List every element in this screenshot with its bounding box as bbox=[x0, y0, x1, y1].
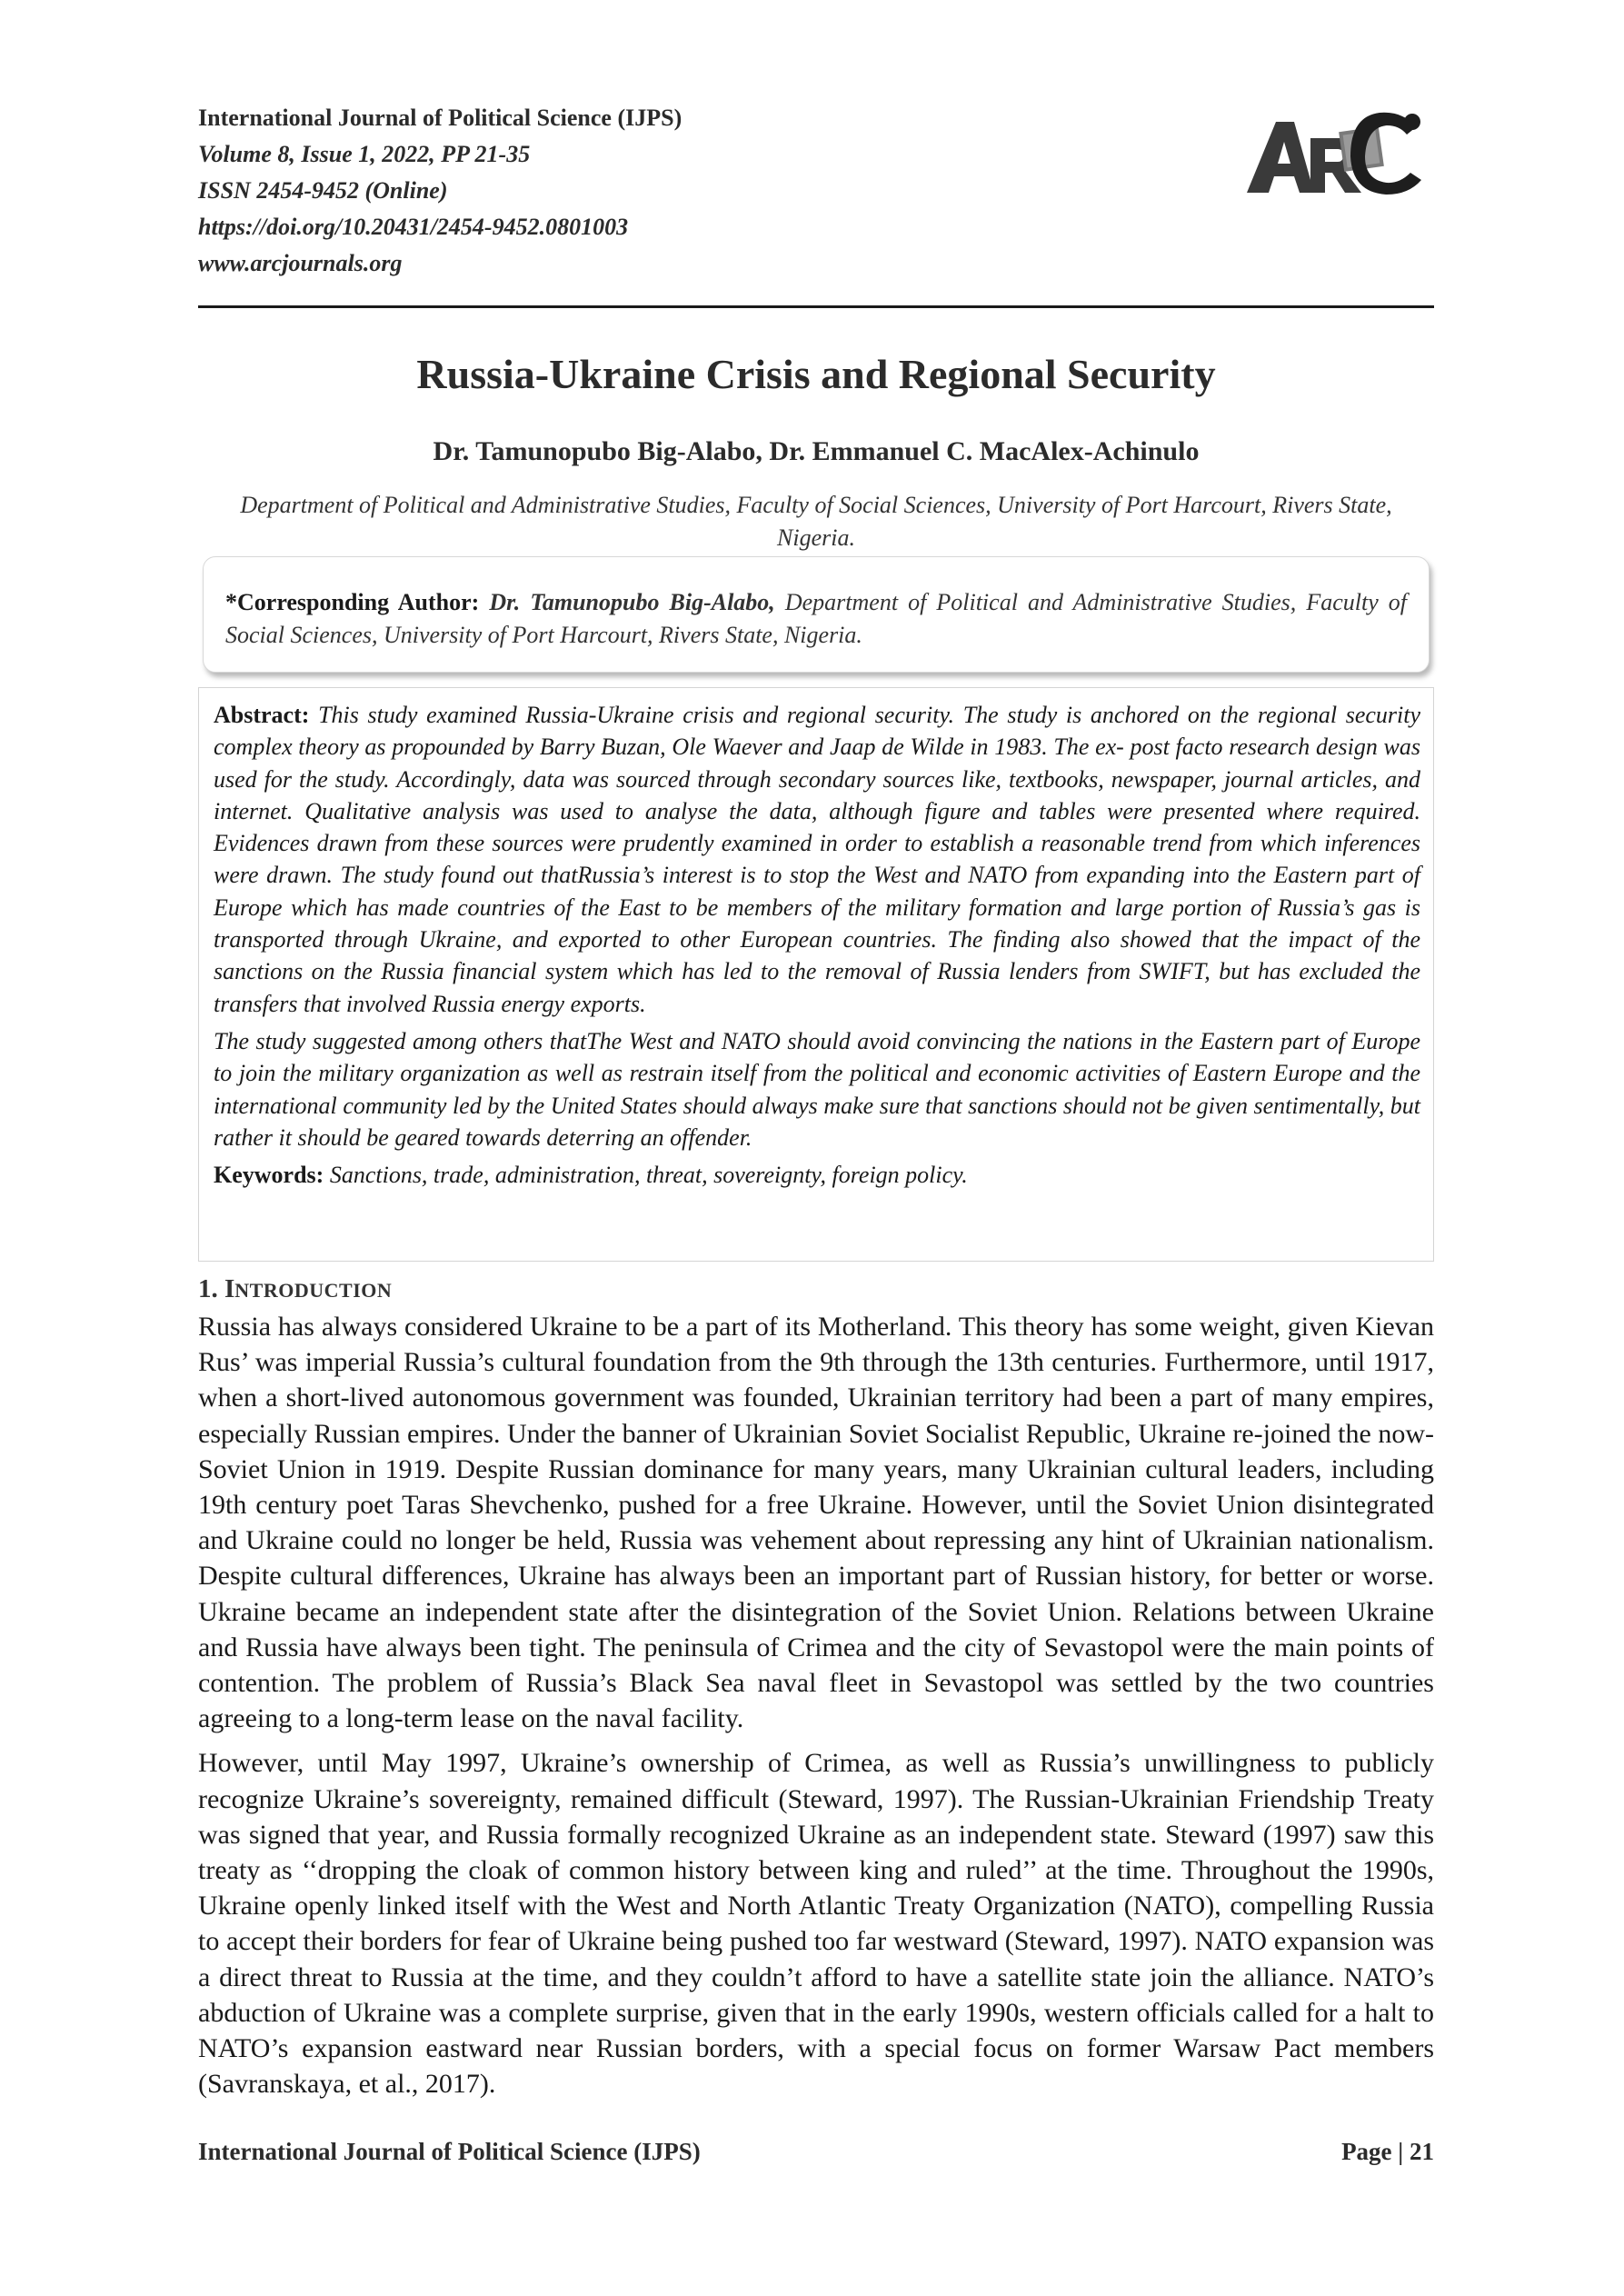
volume-info: Volume 8, Issue 1, 2022, PP 21-35 bbox=[198, 141, 531, 167]
keywords-label: Keywords: bbox=[214, 1162, 324, 1189]
abstract-text-1: This study examined Russia-Ukraine crisis and regional security. The study is anchored on the regional security complex theory as propounded by Barry Buzan, Ole Waever and Jaap de Wilde in 1983. The ex- post facto research design was used for the study. Accordingly, data was sourced through secondary sources like, textbooks, newspaper, journal articles, and internet. Qualitative analysis was used to analyse the data, although figure and tables were presented where required. Evidences drawn from these sources were prudently examined in order to establish a reasonable trend from which inferences were drawn. The study found out thatRussia’s interest is to stop the West and NATO from expanding into the Eastern part of Europe which has made countries of the East to be members of the military formation and large portion of Russia’s gas is transported through Ukraine, and exported to other European countries. The finding also showed that the impact of the sanctions on the Russia financial system which has led to the removal of Russia lenders from SWIFT, but has excluded the transfers that involved Russia energy exports. bbox=[214, 702, 1420, 1017]
corresponding-name: Dr. Tamunopubo Big-Alabo, bbox=[489, 589, 775, 615]
body-paragraph-1: Russia has always considered Ukraine to be a part of its Motherland. This theory has some weight, given Kievan Rus’ was imperial Russia’s cultural foundation from the 9th through the 13th centuries. Furthermore, until 1917, when a short-lived autonomous government was founded, Ukrainian territory had been a part of many empires, especially Russian empires. Under the banner of Ukrainian Soviet Socialist Republic, Ukraine re-joined the now-Soviet Union in 1919. Despite Russian dominance for many years, many Ukrainian cultural leaders, including 19th century poet Taras Shevchenko, pushed for a free Ukraine. However, until the Soviet Union disintegrated and Ukraine could no longer be held, Russia was vehement about repressing any hint of Ukrainian nationalism. Despite cultural differences, Ukraine has always been an important part of Russian history, for better or worse. Ukraine became an independent state after the disintegration of the Soviet Union. Relations between Ukraine and Russia have always been tight. The peninsula of Crimea and the city of Sevastopol were the main points of contention. The problem of Russia’s Black Sea naval fleet in Sevastopol was settled by the two countries agreeing to a long-term lease on the naval facility. bbox=[198, 1312, 1434, 1734]
doi-link[interactable]: https://doi.org/10.20431/2454-9452.0801003 bbox=[198, 214, 629, 240]
keywords-text: Sanctions, trade, administration, threat, sovereignty, foreign policy. bbox=[329, 1162, 968, 1189]
journal-header bbox=[198, 100, 1434, 309]
footer-journal: International Journal of Political Science (IJPS) bbox=[198, 2138, 701, 2165]
paper-title: Russia-Ukraine Crisis and Regional Security bbox=[416, 351, 1216, 397]
corresponding-author-box bbox=[203, 556, 1430, 673]
keywords-line bbox=[214, 1159, 1420, 1191]
section-initial: I bbox=[224, 1274, 235, 1303]
page-number: Page | 21 bbox=[1341, 2138, 1434, 2165]
section-number: 1. bbox=[198, 1274, 218, 1303]
affiliation: Department of Political and Administrative Studies, Faculty of Social Sciences, University of Port Harcourt, Rivers State, Nigeria. bbox=[240, 492, 1392, 551]
arc-logo bbox=[1243, 102, 1425, 211]
website-link[interactable]: www.arcjournals.org bbox=[198, 250, 403, 276]
page-footer bbox=[198, 2138, 1434, 2166]
abstract-paragraph-1 bbox=[214, 699, 1420, 1020]
abstract-box bbox=[198, 687, 1434, 1262]
body-text bbox=[198, 1309, 1434, 2101]
issn: ISSN 2454-9452 (Online) bbox=[198, 177, 448, 204]
abstract-label: Abstract: bbox=[214, 702, 310, 728]
section-heading-introduction bbox=[198, 1274, 392, 1304]
authors: Dr. Tamunopubo Big-Alabo, Dr. Emmanuel C. MacAlex-Achinulo bbox=[433, 436, 1200, 466]
section-title-rest: NTRODUCTION bbox=[234, 1279, 393, 1302]
journal-name: International Journal of Political Science (IJPS) bbox=[198, 105, 682, 131]
corresponding-label: *Corresponding Author: bbox=[225, 589, 480, 615]
corresponding-affiliation: Department of Political and Administrative Studies, Faculty of Social Sciences, University of Port Harcourt, Rivers State, Nigeria. bbox=[225, 589, 1408, 648]
header-rule bbox=[198, 305, 1434, 308]
body-paragraph-2: However, until May 1997, Ukraine’s ownership of Crimea, as well as Russia’s unwillingness to publicly recognize Ukraine’s sovereignty, remained difficult (Steward, 1997). The Russian-Ukrainian Friendship Treaty was signed that year, and Russia formally recognized Ukraine as an independent state. Steward (1997) saw this treaty as ‘‘dropping the cloak of common history between king and ruled’’ at the time. Throughout the 1990s, Ukraine openly linked itself with the West and North Atlantic Treaty Organization (NATO), compelling Russia to accept their borders for fear of Ukraine being pushed too far westward (Steward, 1997). NATO expansion was a direct threat to Russia at the time, and they couldn’t afford to have a satellite state join the alliance. NATO’s abduction of Ukraine was a complete surprise, given that in the early 1990s, western officials called for a halt to NATO’s expansion eastward near Russian borders, with a special focus on former Warsaw Pact members (Savranskaya, et al., 2017). bbox=[198, 1748, 1434, 2100]
abstract-text-2: The study suggested among others thatThe West and NATO should avoid convincing the nations in the Eastern part of Europe to join the military organization as well as restrain itself from the political and economic activities of Eastern Europe and the international community led by the United States should always make sure that sanctions should not be given sentimentally, but rather it should be geared towards deterring an offender. bbox=[214, 1027, 1420, 1151]
